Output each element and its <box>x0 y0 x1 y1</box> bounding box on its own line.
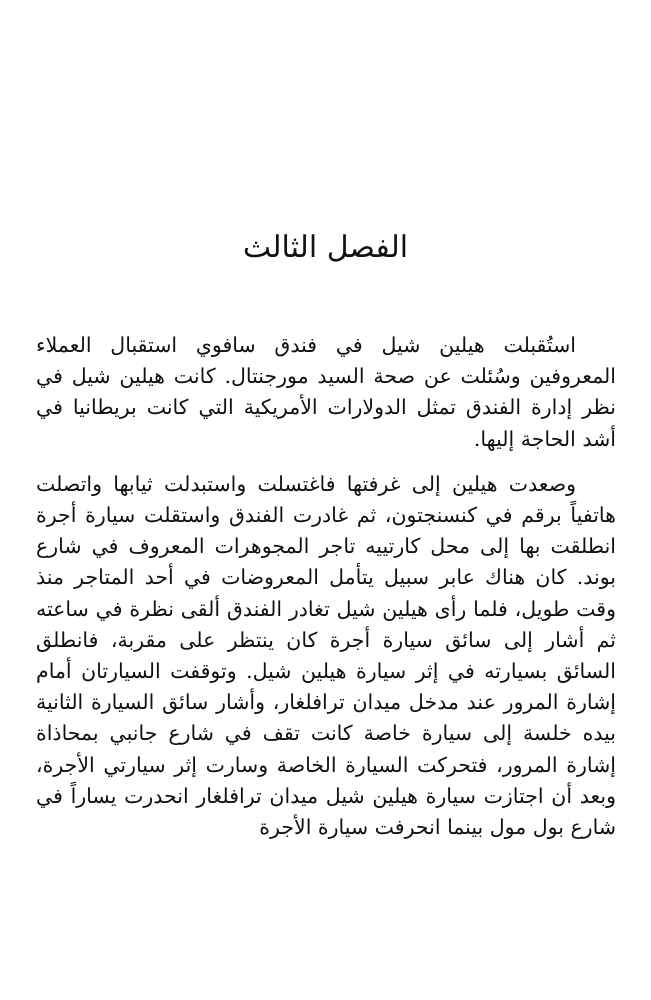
paragraph-1: استُقبلت هيلين شيل في فندق سافوي استقبال العملاء المعروفين وسُئلت عن صحة السيد مورجنتال. كانت هيلين شيل في نظر إدارة الفندق تمثل الدولارات الأمريكية التي كانت بريطانيا في أشد الحاجة إليها. <box>36 333 616 451</box>
body-text <box>36 330 616 857</box>
paragraph-2: وصعدت هيلين إلى غرفتها فاغتسلت واستبدلت ثيابها واتصلت هاتفياً برقم في كنسنجتون، ثم غادرت الفندق واستقلت سيارة أجرة انطلقت بها إلى محل كارتييه تاجر المجوهرات المعروف في شارع بوند. كان هناك عابر سبيل يتأمل المعروضات في أحد المتاجر منذ وقت طويل، فلما رأى هيلين شيل تغادر الفندق ألقى نظرة في ساعته ثم أشار إلى سائق سيارة أجرة كان ينتظر على مقربة، فانطلق السائق بسيارته في إثر سيارة هيلين شيل. وتوقفت السيارتان أمام إشارة المرور عند مدخل ميدان ترافلغار، وأشار سائق السيارة الثانية بيده خلسة إلى سيارة خاصة كانت تقف في شارع جانبي بمحاذاة إشارة المرور، فتحركت السيارة الخاصة وسارت إثر سيارتي الأجرة، وبعد أن اجتازت سيارة هيلين شيل ميدان ترافلغار انحدرت يساراً في شارع بول مول بينما انحرفت سيارة الأجرة <box>36 471 616 840</box>
chapter-title: الفصل الثالث <box>242 230 409 265</box>
